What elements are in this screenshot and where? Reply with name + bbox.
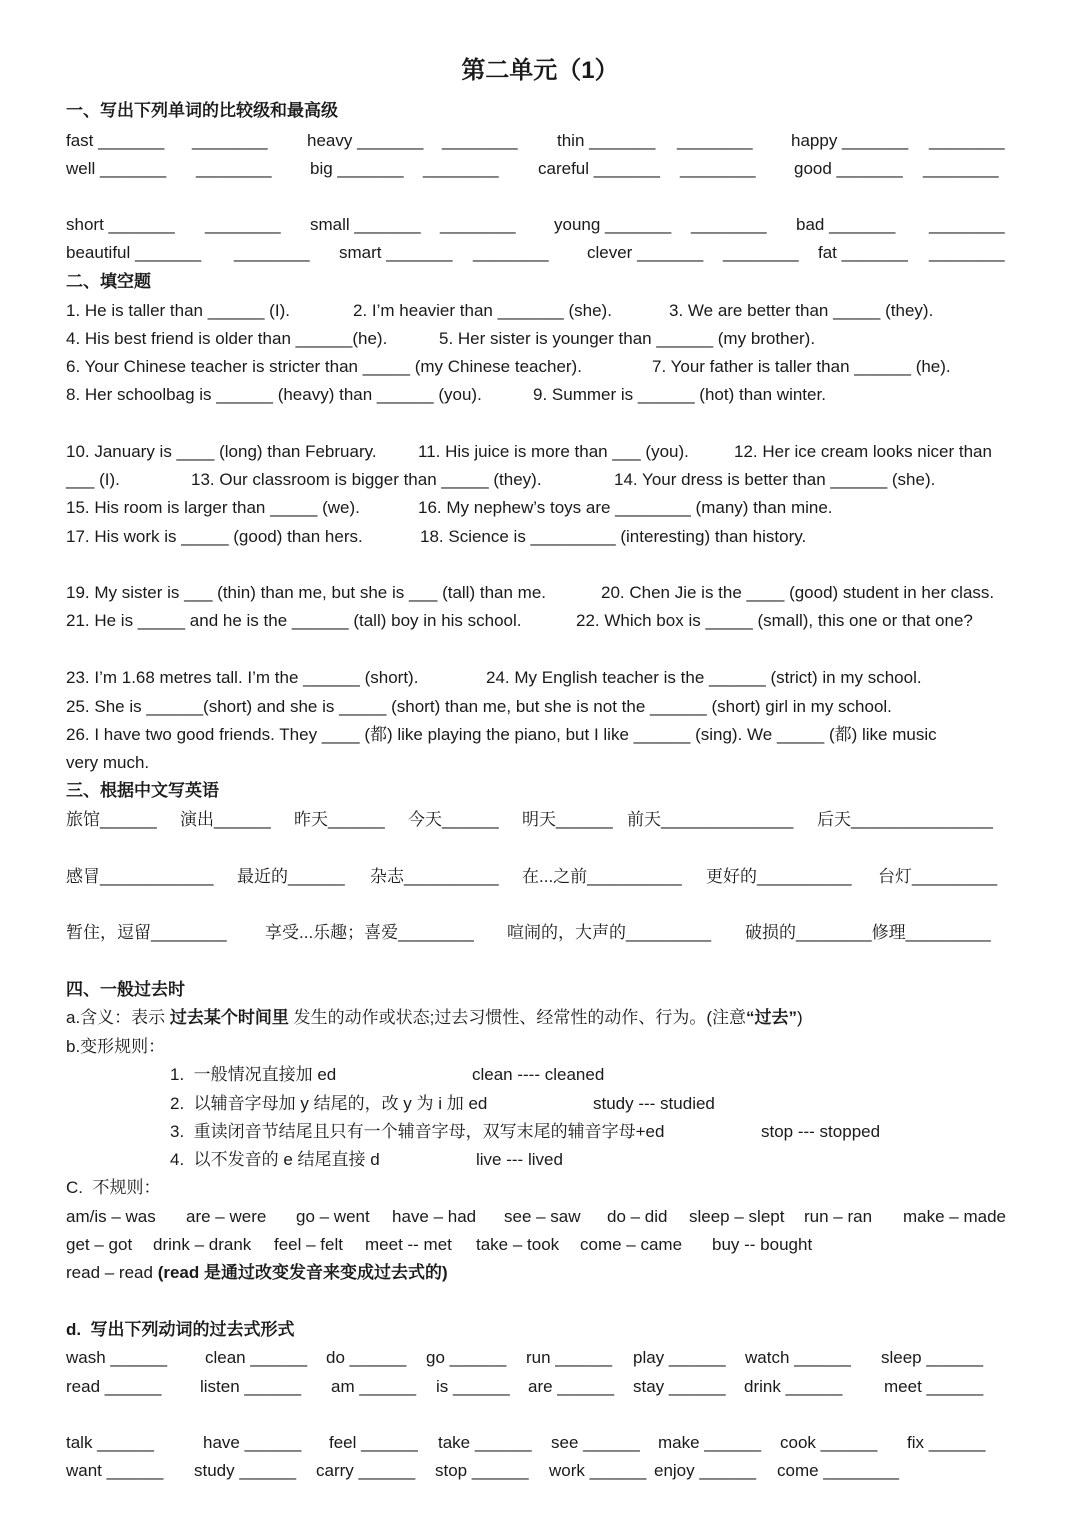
verb-blank: want ______ <box>66 1461 164 1480</box>
cn-word-blank: 暂住，逗留________ <box>66 923 227 942</box>
irregular-pair: sleep – slept <box>689 1207 785 1226</box>
word-blank: ________ <box>691 215 767 234</box>
verb-blank: watch ______ <box>745 1348 851 1367</box>
word-blank: ________ <box>423 159 499 178</box>
rule-text: 2. 以辅音字母加 y 结尾的，改 y 为 i 加 ed <box>170 1094 488 1113</box>
irregular-pair: come – came <box>580 1235 683 1254</box>
verb-blank: have ______ <box>203 1433 302 1452</box>
word-blank: ________ <box>929 243 1005 262</box>
verb-blank: wash ______ <box>66 1348 168 1367</box>
question: 18. Science is _________ (interesting) than history. <box>420 527 807 546</box>
irregular-pair: am/is – was <box>66 1207 156 1226</box>
page-title: 第二单元（1） <box>461 57 619 84</box>
word-blank: ________ <box>205 215 281 234</box>
verb-blank: enjoy ______ <box>654 1461 757 1480</box>
verb-blank: come ________ <box>777 1461 899 1480</box>
question: 13. Our classroom is bigger than _____ (they). <box>191 470 542 489</box>
irregular-pair: go – went <box>296 1207 370 1226</box>
cn-word-blank: 喧闹的，大声的_________ <box>507 923 712 942</box>
word-blank: clever _______ <box>587 243 704 262</box>
def-end: ) <box>797 1008 803 1027</box>
def-prefix: a.含义：表示 <box>66 1008 170 1027</box>
irregular-pair: are – were <box>186 1207 267 1226</box>
verb-blank: is ______ <box>436 1377 510 1396</box>
word-blank: short _______ <box>66 215 175 234</box>
rule-text: 4. 以不发音的 e 结尾直接 d <box>170 1150 380 1169</box>
section-1-heading: 一、写出下列单词的比较级和最高级 <box>66 101 338 120</box>
def-middle: 发生的动作或状态;过去习惯性、经常性的动作、行为。(注意 <box>288 1008 747 1027</box>
word-blank: ________ <box>196 159 272 178</box>
question: 20. Chen Jie is the ____ (good) student in her class. <box>601 583 995 602</box>
cn-word-blank: 享受...乐趣；喜爱________ <box>265 923 474 942</box>
rule-example: stop --- stopped <box>761 1122 881 1141</box>
question: 5. Her sister is younger than ______ (my brother). <box>439 329 816 348</box>
question: 26. I have two good friends. They ____ (都) like playing the piano, but I like ______ (sing). We _____ (都) like music <box>66 725 937 744</box>
cn-word-blank: 前天______________ <box>627 810 794 829</box>
word-blank: ________ <box>723 243 799 262</box>
question: 4. His best friend is older than ______(he). <box>66 329 388 348</box>
cn-word-blank: 今天______ <box>408 810 499 829</box>
rule-example: clean ---- cleaned <box>472 1065 605 1084</box>
word-blank: beautiful _______ <box>66 243 202 262</box>
question: 11. His juice is more than ___ (you). <box>418 442 689 461</box>
word-blank: fast _______ <box>66 131 165 150</box>
question: 7. Your father is taller than ______ (he). <box>652 357 951 376</box>
verb-blank: listen ______ <box>200 1377 302 1396</box>
question: 22. Which box is _____ (small), this one or that one? <box>576 611 973 630</box>
verb-blank: take ______ <box>438 1433 532 1452</box>
verb-blank: see ______ <box>551 1433 640 1452</box>
question: 16. My nephew’s toys are ________ (many) than mine. <box>418 498 833 517</box>
word-blank: ________ <box>440 215 516 234</box>
verb-blank: carry ______ <box>316 1461 416 1480</box>
word-blank: ________ <box>473 243 549 262</box>
word-blank: fat _______ <box>818 243 908 262</box>
verb-blank: am ______ <box>331 1377 417 1396</box>
def-emphasis: “过去” <box>746 1008 798 1027</box>
verb-blank: work ______ <box>549 1461 647 1480</box>
word-blank: ________ <box>677 131 753 150</box>
question: 19. My sister is ___ (thin) than me, but she is ___ (tall) than me. <box>66 583 546 602</box>
cn-word-blank: 最近的______ <box>237 867 345 886</box>
section-3-heading: 三、根据中文写英语 <box>66 781 219 800</box>
section-4-heading: 四、一般过去时 <box>66 980 185 999</box>
word-blank: ________ <box>234 243 310 262</box>
question: 8. Her schoolbag is ______ (heavy) than ______ (you). <box>66 385 482 404</box>
question: very much. <box>66 753 150 772</box>
read-note <box>66 1262 448 1284</box>
word-blank: small _______ <box>310 215 421 234</box>
word-blank: ________ <box>192 131 268 150</box>
verb-blank: play ______ <box>633 1348 726 1367</box>
verb-blank: clean ______ <box>205 1348 308 1367</box>
irregular-label: C. 不规则： <box>66 1178 161 1197</box>
word-blank: ________ <box>929 131 1005 150</box>
question: 14. Your dress is better than ______ (she). <box>614 470 936 489</box>
verb-blank: make ______ <box>658 1433 762 1452</box>
word-blank: bad _______ <box>796 215 896 234</box>
verb-blank: meet ______ <box>884 1377 984 1396</box>
read-pair: read – read <box>66 1263 158 1282</box>
cn-word-blank: 昨天______ <box>294 810 385 829</box>
irregular-pair: feel – felt <box>274 1235 343 1254</box>
irregular-pair: take – took <box>476 1235 560 1254</box>
irregular-pair: see – saw <box>504 1207 581 1226</box>
word-blank: happy _______ <box>791 131 909 150</box>
question: 12. Her ice cream looks nicer than <box>734 442 992 461</box>
def-emphasis: 过去某个时间里 <box>169 1008 289 1027</box>
question: 3. We are better than _____ (they). <box>669 301 934 320</box>
irregular-pair: drink – drank <box>153 1235 252 1254</box>
verb-blank: cook ______ <box>780 1433 878 1452</box>
verb-blank: are ______ <box>528 1377 615 1396</box>
verb-blank: do ______ <box>326 1348 407 1367</box>
cn-word-blank: 破损的________修理_________ <box>745 923 991 942</box>
word-blank: big _______ <box>310 159 404 178</box>
question: 17. His work is _____ (good) than hers. <box>66 527 363 546</box>
cn-word-blank: 旅馆______ <box>66 810 157 829</box>
irregular-pair: do – did <box>607 1207 668 1226</box>
verb-blank: sleep ______ <box>881 1348 984 1367</box>
cn-word-blank: 在...之前__________ <box>522 867 682 886</box>
verb-blank: study ______ <box>194 1461 297 1480</box>
verb-blank: run ______ <box>526 1348 613 1367</box>
cn-word-blank: 明天______ <box>522 810 613 829</box>
word-blank: ________ <box>929 215 1005 234</box>
irregular-pair: get – got <box>66 1235 133 1254</box>
rule-text: 1. 一般情况直接加 ed <box>170 1065 337 1084</box>
question: 10. January is ____ (long) than February. <box>66 442 377 461</box>
word-blank: careful _______ <box>538 159 660 178</box>
rule-example: study --- studied <box>593 1094 715 1113</box>
cn-word-blank: 感冒____________ <box>66 867 214 886</box>
irregular-pair: make – made <box>903 1207 1006 1226</box>
cn-word-blank: 更好的__________ <box>706 867 852 886</box>
word-blank: ________ <box>442 131 518 150</box>
question: 9. Summer is ______ (hot) than winter. <box>533 385 826 404</box>
irregular-pair: meet -- met <box>365 1235 452 1254</box>
word-blank: ________ <box>680 159 756 178</box>
rule-text: 3. 重读闭音节结尾且只有一个辅音字母，双写末尾的辅音字母+ed <box>170 1122 665 1141</box>
cn-word-blank: 后天_______________ <box>817 810 993 829</box>
verb-blank: talk ______ <box>66 1433 154 1452</box>
read-explanation: (read 是通过改变发音来变成过去式的) <box>157 1263 448 1282</box>
word-blank: young _______ <box>554 215 672 234</box>
section-2-heading: 二、填空题 <box>66 272 151 291</box>
word-blank: good _______ <box>794 159 903 178</box>
verb-blank: stay ______ <box>633 1377 726 1396</box>
verb-blank: go ______ <box>426 1348 507 1367</box>
rule-example: live --- lived <box>476 1150 563 1169</box>
cn-word-blank: 演出______ <box>180 810 271 829</box>
rules-label: b.变形规则： <box>66 1037 166 1056</box>
word-blank: ________ <box>923 159 999 178</box>
cn-word-blank: 杂志__________ <box>370 867 499 886</box>
word-blank: well _______ <box>66 159 167 178</box>
verb-blank: drink ______ <box>744 1377 843 1396</box>
word-blank: smart _______ <box>339 243 453 262</box>
verbs-heading: d. 写出下列动词的过去式形式 <box>66 1320 295 1339</box>
question: 6. Your Chinese teacher is stricter than _____ (my Chinese teacher). <box>66 357 582 376</box>
verb-blank: fix ______ <box>907 1433 986 1452</box>
question: 23. I’m 1.68 metres tall. I’m the ______ (short). <box>66 668 419 687</box>
question: 15. His room is larger than _____ (we). <box>66 498 360 517</box>
irregular-pair: run – ran <box>804 1207 873 1226</box>
question: 25. She is ______(short) and she is _____ (short) than me, but she is not the ______ (short) girl in my school. <box>66 697 892 716</box>
verb-blank: read ______ <box>66 1377 162 1396</box>
word-blank: thin _______ <box>557 131 656 150</box>
cn-word-blank: 台灯_________ <box>878 867 998 886</box>
question: 2. I’m heavier than _______ (she). <box>353 301 612 320</box>
irregular-pair: have – had <box>392 1207 477 1226</box>
question: 1. He is taller than ______ (I). <box>66 301 290 320</box>
irregular-pair: buy -- bought <box>712 1235 813 1254</box>
definition-line <box>66 1007 803 1029</box>
question: 24. My English teacher is the ______ (strict) in my school. <box>486 668 922 687</box>
question: ___ (I). <box>66 470 120 489</box>
verb-blank: stop ______ <box>435 1461 529 1480</box>
word-blank: heavy _______ <box>307 131 424 150</box>
question: 21. He is _____ and he is the ______ (tall) boy in his school. <box>66 611 522 630</box>
verb-blank: feel ______ <box>329 1433 418 1452</box>
